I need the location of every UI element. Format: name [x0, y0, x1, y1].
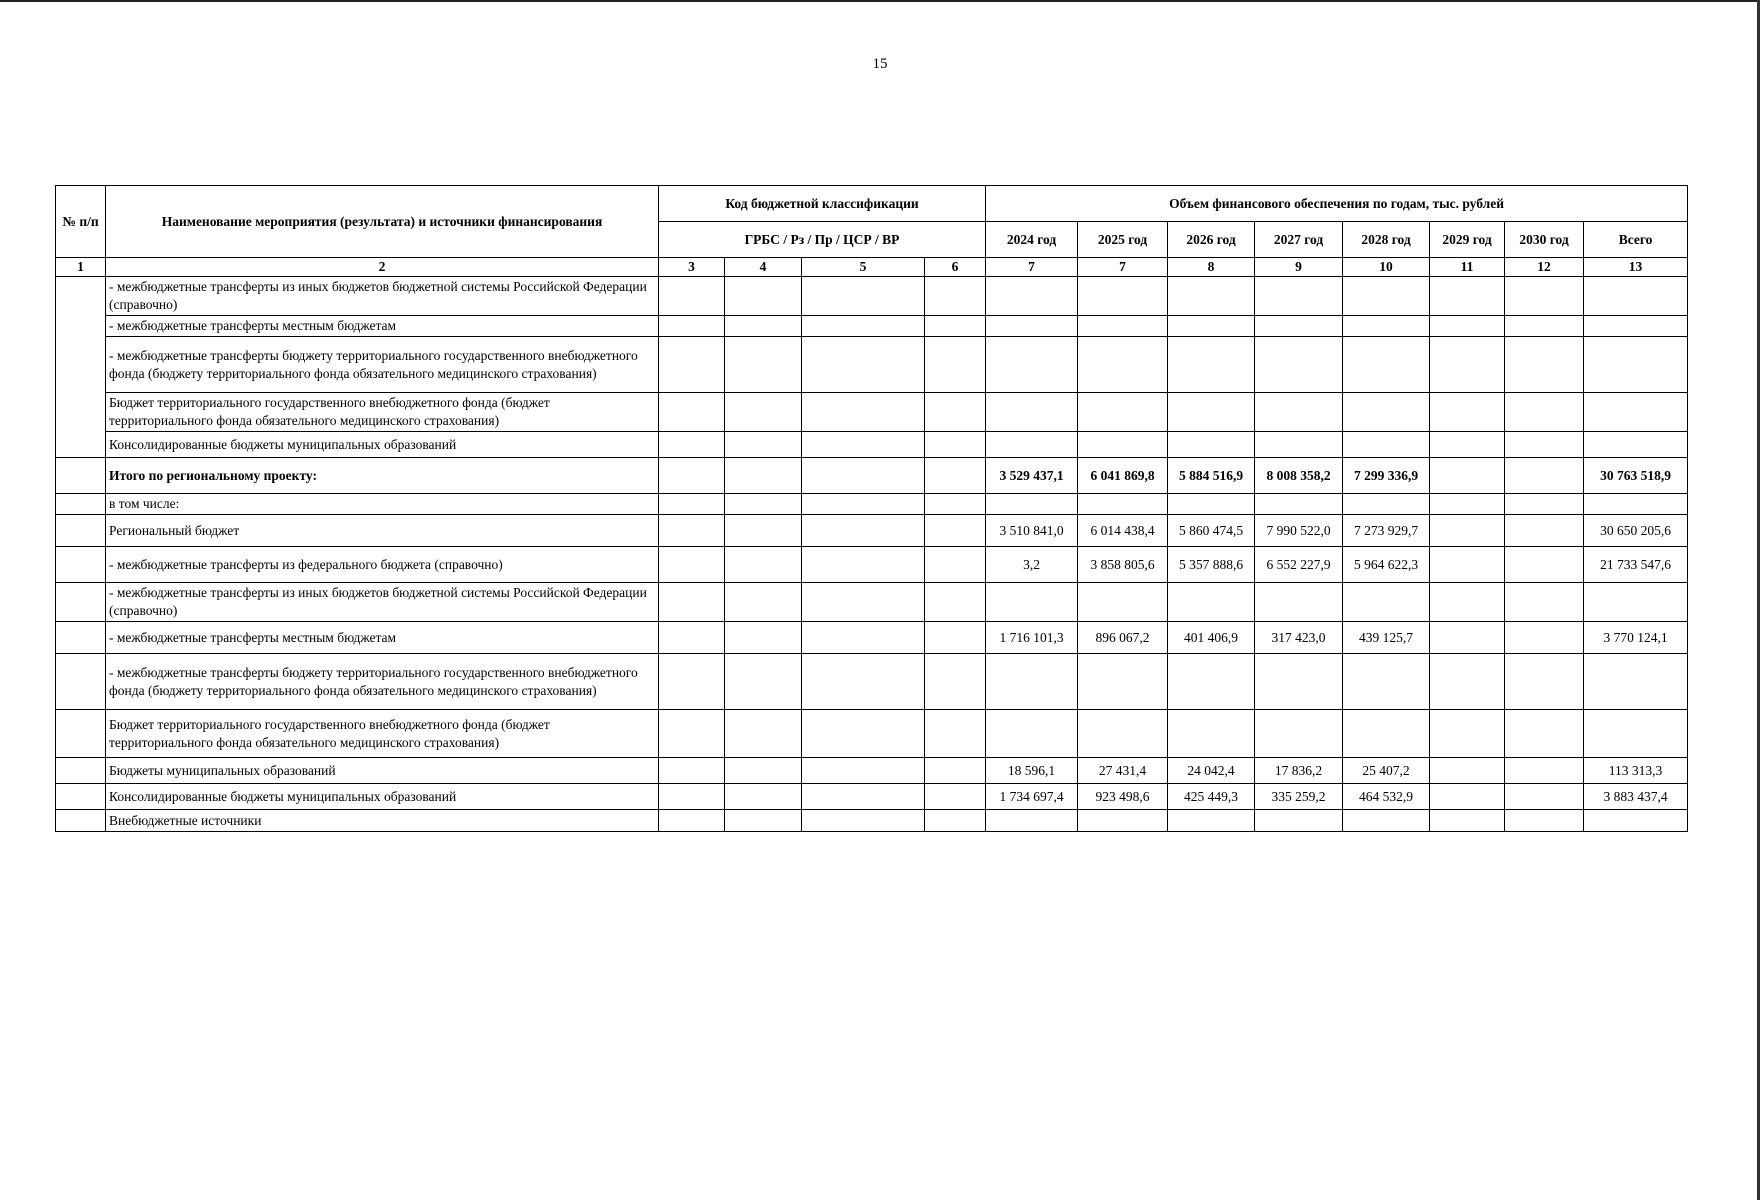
budget-code-cell: [925, 784, 986, 810]
budget-code-cell: [725, 583, 802, 622]
budget-code-cell: [659, 547, 725, 583]
year-value-cell: [1430, 515, 1505, 547]
table-row: [56, 458, 1688, 494]
header-year: 2025 год: [1078, 222, 1168, 258]
row-number-cell: [56, 654, 106, 710]
year-value-cell: [1505, 458, 1584, 494]
year-value-cell: 17 836,2: [1255, 758, 1343, 784]
year-value-cell: [1430, 337, 1505, 393]
year-value-cell: [1343, 316, 1430, 337]
budget-code-cell: [659, 784, 725, 810]
year-value-cell: [1430, 316, 1505, 337]
header-year: 2027 год: [1255, 222, 1343, 258]
header-finance-group: Объем финансового обеспечения по годам, тыс. рублей: [986, 186, 1688, 222]
budget-code-cell: [659, 494, 725, 515]
year-value-cell: [1505, 494, 1584, 515]
year-value-cell: [1505, 810, 1584, 832]
year-value-cell: [1343, 277, 1430, 316]
table-row: [56, 316, 1688, 337]
budget-code-cell: [925, 316, 986, 337]
year-value-cell: [1430, 710, 1505, 758]
index-cell: 2: [106, 258, 659, 277]
budget-code-cell: [659, 393, 725, 432]
row-name-cell: - межбюджетные трансферты местным бюджетам: [106, 622, 659, 654]
row-name-cell: Консолидированные бюджеты муниципальных образований: [106, 784, 659, 810]
budget-code-cell: [725, 622, 802, 654]
row-name-cell: Внебюджетные источники: [106, 810, 659, 832]
table-row: [56, 547, 1688, 583]
budget-code-cell: [802, 622, 925, 654]
year-value-cell: 3 510 841,0: [986, 515, 1078, 547]
year-value-cell: 439 125,7: [1343, 622, 1430, 654]
budget-code-cell: [802, 494, 925, 515]
index-cell: 10: [1343, 258, 1430, 277]
budget-code-cell: [659, 458, 725, 494]
year-value-cell: 7 299 336,9: [1343, 458, 1430, 494]
year-value-cell: [1255, 277, 1343, 316]
year-value-cell: 5 964 622,3: [1343, 547, 1430, 583]
table-row: [56, 654, 1688, 710]
header-year: 2026 год: [1168, 222, 1255, 258]
row-number-cell: [56, 583, 106, 622]
year-value-cell: [1343, 494, 1430, 515]
year-value-cell: 5 884 516,9: [1168, 458, 1255, 494]
budget-code-cell: [802, 810, 925, 832]
table-row: [56, 710, 1688, 758]
year-value-cell: 3,2: [986, 547, 1078, 583]
total-cell: [1584, 494, 1688, 515]
header-total: Всего: [1584, 222, 1688, 258]
budget-code-cell: [659, 654, 725, 710]
index-cell: 5: [802, 258, 925, 277]
year-value-cell: [1430, 622, 1505, 654]
year-value-cell: 896 067,2: [1078, 622, 1168, 654]
year-value-cell: [1505, 547, 1584, 583]
row-name-cell: - межбюджетные трансферты из иных бюджетов бюджетной системы Российской Федерации (справочно): [106, 583, 659, 622]
table-row: [56, 758, 1688, 784]
year-value-cell: [1505, 337, 1584, 393]
total-cell: [1584, 432, 1688, 458]
year-value-cell: [1343, 710, 1430, 758]
year-value-cell: 24 042,4: [1168, 758, 1255, 784]
year-value-cell: [1505, 515, 1584, 547]
year-value-cell: [1168, 316, 1255, 337]
budget-code-cell: [925, 277, 986, 316]
budget-code-cell: [802, 784, 925, 810]
year-value-cell: [1078, 810, 1168, 832]
budget-code-cell: [925, 758, 986, 784]
budget-code-cell: [925, 654, 986, 710]
table-row: [56, 515, 1688, 547]
year-value-cell: 6 041 869,8: [1078, 458, 1168, 494]
budget-code-cell: [725, 432, 802, 458]
header-year: 2029 год: [1430, 222, 1505, 258]
index-cell: 6: [925, 258, 986, 277]
budget-code-cell: [725, 277, 802, 316]
row-name-cell: Бюджет территориального государственного внебюджетного фонда (бюджет территориального фонда обязательного медицинского страхования): [106, 710, 659, 758]
total-cell: [1584, 393, 1688, 432]
year-value-cell: 5 357 888,6: [1168, 547, 1255, 583]
year-value-cell: [1430, 810, 1505, 832]
budget-code-cell: [925, 337, 986, 393]
year-value-cell: [986, 316, 1078, 337]
budget-code-cell: [802, 432, 925, 458]
budget-code-cell: [802, 758, 925, 784]
row-name-cell: Региональный бюджет: [106, 515, 659, 547]
row-number-cell: [56, 277, 106, 458]
budget-code-cell: [659, 622, 725, 654]
year-value-cell: [986, 583, 1078, 622]
row-name-cell: - межбюджетные трансферты бюджету территориального государственного внебюджетного фонда (бюджету территориального фонда обязательного медицинского страхования): [106, 654, 659, 710]
year-value-cell: [1168, 432, 1255, 458]
total-cell: [1584, 654, 1688, 710]
row-number-cell: [56, 810, 106, 832]
budget-code-cell: [725, 393, 802, 432]
row-number-cell: [56, 784, 106, 810]
row-name-cell: - межбюджетные трансферты из федерального бюджета (справочно): [106, 547, 659, 583]
year-value-cell: [1505, 316, 1584, 337]
year-value-cell: [1505, 622, 1584, 654]
year-value-cell: [1255, 583, 1343, 622]
total-cell: [1584, 337, 1688, 393]
total-cell: [1584, 810, 1688, 832]
total-cell: 30 650 205,6: [1584, 515, 1688, 547]
year-value-cell: [1505, 654, 1584, 710]
table-row: [56, 810, 1688, 832]
total-cell: 30 763 518,9: [1584, 458, 1688, 494]
year-value-cell: [986, 654, 1078, 710]
year-value-cell: 1 716 101,3: [986, 622, 1078, 654]
budget-code-cell: [925, 710, 986, 758]
year-value-cell: 6 014 438,4: [1078, 515, 1168, 547]
year-value-cell: 425 449,3: [1168, 784, 1255, 810]
row-name-cell: - межбюджетные трансферты из иных бюджетов бюджетной системы Российской Федерации (справочно): [106, 277, 659, 316]
budget-code-cell: [925, 583, 986, 622]
year-value-cell: 18 596,1: [986, 758, 1078, 784]
year-value-cell: [1255, 810, 1343, 832]
year-value-cell: 27 431,4: [1078, 758, 1168, 784]
row-number-cell: [56, 547, 106, 583]
index-cell: 1: [56, 258, 106, 277]
table-row: [56, 337, 1688, 393]
total-cell: [1584, 316, 1688, 337]
budget-code-cell: [725, 337, 802, 393]
budget-code-cell: [802, 458, 925, 494]
year-value-cell: [1430, 758, 1505, 784]
budget-code-cell: [659, 515, 725, 547]
budget-code-cell: [725, 547, 802, 583]
row-number-cell: [56, 515, 106, 547]
budget-code-cell: [802, 337, 925, 393]
year-value-cell: [1343, 654, 1430, 710]
year-value-cell: [1343, 583, 1430, 622]
year-value-cell: 5 860 474,5: [1168, 515, 1255, 547]
index-row: [56, 258, 1688, 277]
year-value-cell: [1078, 393, 1168, 432]
year-value-cell: 7 990 522,0: [1255, 515, 1343, 547]
year-value-cell: [1343, 393, 1430, 432]
row-name-cell: в том числе:: [106, 494, 659, 515]
year-value-cell: [1078, 494, 1168, 515]
header-code-group: Код бюджетной классификации: [659, 186, 986, 222]
total-cell: 3 883 437,4: [1584, 784, 1688, 810]
table-row: [56, 432, 1688, 458]
year-value-cell: [986, 494, 1078, 515]
budget-code-cell: [925, 393, 986, 432]
year-value-cell: [1430, 494, 1505, 515]
budget-code-cell: [725, 654, 802, 710]
index-cell: 7: [986, 258, 1078, 277]
year-value-cell: [986, 277, 1078, 316]
row-number-cell: [56, 494, 106, 515]
budget-code-cell: [725, 810, 802, 832]
index-cell: 9: [1255, 258, 1343, 277]
year-value-cell: [1078, 337, 1168, 393]
year-value-cell: [1168, 710, 1255, 758]
year-value-cell: [1505, 784, 1584, 810]
row-name-cell: Бюджет территориального государственного внебюджетного фонда (бюджет территориального фонда обязательного медицинского страхования): [106, 393, 659, 432]
year-value-cell: [986, 337, 1078, 393]
budget-code-cell: [925, 494, 986, 515]
index-cell: 13: [1584, 258, 1688, 277]
budget-code-cell: [802, 710, 925, 758]
total-cell: [1584, 710, 1688, 758]
budget-code-cell: [925, 432, 986, 458]
year-value-cell: [1078, 432, 1168, 458]
index-cell: 12: [1505, 258, 1584, 277]
row-name-cell: Итого по региональному проекту:: [106, 458, 659, 494]
year-value-cell: [1078, 277, 1168, 316]
year-value-cell: [1430, 583, 1505, 622]
header-year: 2030 год: [1505, 222, 1584, 258]
year-value-cell: [1255, 432, 1343, 458]
year-value-cell: [1078, 583, 1168, 622]
table-row: [56, 784, 1688, 810]
budget-code-cell: [802, 316, 925, 337]
budget-code-cell: [925, 810, 986, 832]
budget-code-cell: [659, 758, 725, 784]
year-value-cell: 1 734 697,4: [986, 784, 1078, 810]
year-value-cell: [1505, 393, 1584, 432]
budget-code-cell: [802, 515, 925, 547]
budget-code-cell: [725, 458, 802, 494]
table-row: [56, 277, 1688, 316]
row-name-cell: Бюджеты муниципальных образований: [106, 758, 659, 784]
header-name: Наименование мероприятия (результата) и источники финансирования: [106, 186, 659, 258]
row-name-cell: Консолидированные бюджеты муниципальных образований: [106, 432, 659, 458]
year-value-cell: [1255, 393, 1343, 432]
total-cell: 3 770 124,1: [1584, 622, 1688, 654]
header-year: 2028 год: [1343, 222, 1430, 258]
budget-code-cell: [925, 458, 986, 494]
budget-code-cell: [659, 316, 725, 337]
budget-code-cell: [659, 337, 725, 393]
year-value-cell: [986, 393, 1078, 432]
year-value-cell: 464 532,9: [1343, 784, 1430, 810]
budget-code-cell: [725, 316, 802, 337]
year-value-cell: 25 407,2: [1343, 758, 1430, 784]
year-value-cell: 317 423,0: [1255, 622, 1343, 654]
row-number-cell: [56, 458, 106, 494]
year-value-cell: 335 259,2: [1255, 784, 1343, 810]
header-code-sub: ГРБС / Рз / Пр / ЦСР / ВР: [659, 222, 986, 258]
budget-code-cell: [725, 758, 802, 784]
table-row: [56, 583, 1688, 622]
year-value-cell: [1430, 432, 1505, 458]
budget-code-cell: [925, 547, 986, 583]
row-number-cell: [56, 710, 106, 758]
year-value-cell: 3 529 437,1: [986, 458, 1078, 494]
budget-code-cell: [802, 393, 925, 432]
year-value-cell: [1255, 316, 1343, 337]
scan-top-edge: [0, 0, 1760, 2]
year-value-cell: [1255, 710, 1343, 758]
year-value-cell: [1505, 583, 1584, 622]
budget-table: [55, 185, 1688, 832]
budget-code-cell: [725, 710, 802, 758]
year-value-cell: [1430, 277, 1505, 316]
index-cell: 4: [725, 258, 802, 277]
year-value-cell: [1430, 784, 1505, 810]
year-value-cell: [1505, 432, 1584, 458]
year-value-cell: [1505, 758, 1584, 784]
budget-code-cell: [659, 810, 725, 832]
year-value-cell: [1430, 458, 1505, 494]
budget-code-cell: [725, 494, 802, 515]
row-number-cell: [56, 622, 106, 654]
row-number-cell: [56, 758, 106, 784]
budget-code-cell: [802, 583, 925, 622]
year-value-cell: [1168, 654, 1255, 710]
index-cell: 11: [1430, 258, 1505, 277]
total-cell: 21 733 547,6: [1584, 547, 1688, 583]
page-number: 15: [872, 56, 888, 72]
table-row: [56, 622, 1688, 654]
year-value-cell: [986, 432, 1078, 458]
year-value-cell: [1168, 810, 1255, 832]
year-value-cell: 7 273 929,7: [1343, 515, 1430, 547]
header-no: № п/п: [56, 186, 106, 258]
index-cell: 3: [659, 258, 725, 277]
year-value-cell: [1168, 494, 1255, 515]
budget-code-cell: [725, 784, 802, 810]
year-value-cell: 401 406,9: [1168, 622, 1255, 654]
budget-code-cell: [659, 277, 725, 316]
year-value-cell: [1078, 316, 1168, 337]
year-value-cell: [986, 810, 1078, 832]
year-value-cell: [1168, 277, 1255, 316]
budget-code-cell: [802, 277, 925, 316]
budget-code-cell: [925, 515, 986, 547]
year-value-cell: [1255, 494, 1343, 515]
year-value-cell: 6 552 227,9: [1255, 547, 1343, 583]
year-value-cell: [1078, 654, 1168, 710]
index-cell: 7: [1078, 258, 1168, 277]
year-value-cell: [1168, 393, 1255, 432]
year-value-cell: [1168, 337, 1255, 393]
index-cell: 8: [1168, 258, 1255, 277]
row-name-cell: - межбюджетные трансферты бюджету территориального государственного внебюджетного фонда (бюджету территориального фонда обязательного медицинского страхования): [106, 337, 659, 393]
budget-code-cell: [802, 654, 925, 710]
year-value-cell: [1430, 547, 1505, 583]
row-name-cell: - межбюджетные трансферты местным бюджетам: [106, 316, 659, 337]
year-value-cell: [1430, 654, 1505, 710]
year-value-cell: [1505, 710, 1584, 758]
header-year: 2024 год: [986, 222, 1078, 258]
year-value-cell: [1430, 393, 1505, 432]
year-value-cell: 923 498,6: [1078, 784, 1168, 810]
table-body: [56, 258, 1688, 832]
year-value-cell: [1168, 583, 1255, 622]
budget-code-cell: [725, 515, 802, 547]
table-row: [56, 393, 1688, 432]
year-value-cell: 8 008 358,2: [1255, 458, 1343, 494]
year-value-cell: [1505, 277, 1584, 316]
year-value-cell: [986, 710, 1078, 758]
total-cell: [1584, 583, 1688, 622]
year-value-cell: [1343, 432, 1430, 458]
year-value-cell: [1255, 654, 1343, 710]
year-value-cell: [1343, 810, 1430, 832]
budget-code-cell: [659, 583, 725, 622]
year-value-cell: [1343, 337, 1430, 393]
year-value-cell: 3 858 805,6: [1078, 547, 1168, 583]
total-cell: [1584, 277, 1688, 316]
budget-code-cell: [659, 432, 725, 458]
total-cell: 113 313,3: [1584, 758, 1688, 784]
budget-code-cell: [925, 622, 986, 654]
budget-code-cell: [802, 547, 925, 583]
year-value-cell: [1255, 337, 1343, 393]
year-value-cell: [1078, 710, 1168, 758]
table-row: [56, 494, 1688, 515]
budget-code-cell: [659, 710, 725, 758]
